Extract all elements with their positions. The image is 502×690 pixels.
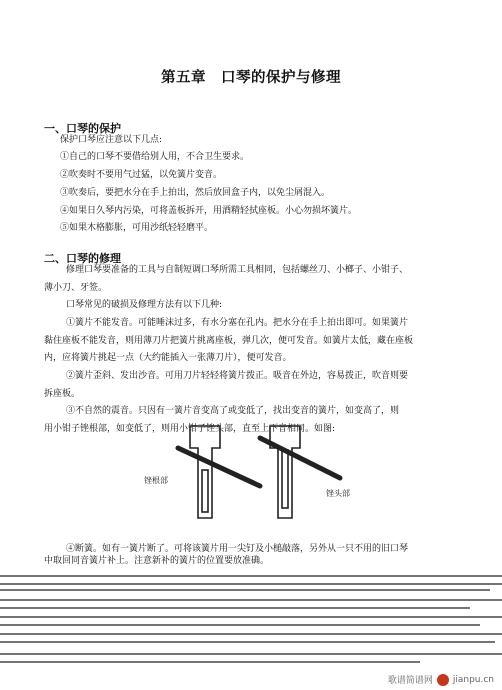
care-item-4: ④如果日久琴内污染，可将盖板拆开，用酒精轻拭座板。小心勿损坏簧片。 xyxy=(60,206,358,216)
repair-line-11: ④断簧。如有一簧片断了。可将该簧片用一尖钉及小槌敲落，另外从一只不用的旧口琴 xyxy=(66,544,409,554)
care-intro: 保护口琴应注意以下几点: xyxy=(60,135,163,145)
reed-filing-figure xyxy=(144,408,370,534)
figure-label-right: 锉头部 xyxy=(326,489,350,498)
file-tool-left xyxy=(178,448,260,486)
site-watermark xyxy=(388,673,494,686)
repair-line-5: 黏住座板不能发音，则用薄刀片把簧片挑离座板，弹几次，便可发音。如簧片太低，藏在座板 xyxy=(44,336,414,346)
care-item-5: ⑤如果木格膨胀，可用沙纸轻轻磨平。 xyxy=(60,223,214,233)
section-heading-repair: 二、口琴的修理 xyxy=(44,252,121,265)
repair-line-4: ①簧片不能发音。可能唾沫过多，有水分塞在孔内。把水分在手上拍出即可。如果簧片 xyxy=(66,318,409,328)
section-heading-care: 一、口琴的保护 xyxy=(44,122,121,135)
repair-line-8: 拆座板。 xyxy=(44,389,81,399)
repair-line-3: 口琴常见的破损及修理方法有以下几种: xyxy=(66,300,223,310)
repair-line-6: 内，应将簧片挑起一点（大约能插入一张薄刀片），便可发音。 xyxy=(44,353,292,363)
watermark-logo-icon xyxy=(437,674,449,686)
repair-line-1: 修理口琴要准备的工具与自制短调口琴所需工具相同，包括螺丝刀、小榔子、小钳子、 xyxy=(66,265,409,275)
figure-label-left: 锉根部 xyxy=(144,476,168,485)
repair-line-12: 中取回同音簧片补上。注意新补的簧片的位置要放准确。 xyxy=(44,556,270,566)
watermark-site-name: 歌谱简谱网 xyxy=(387,676,433,686)
scan-artifact-lines xyxy=(0,570,502,690)
repair-line-7: ②簧片歪斜、发出沙音。可用刀片轻轻将簧片拨正。吸音在外边，容易拨正，吹音则要 xyxy=(66,371,409,381)
reed-slot-right xyxy=(282,450,288,508)
repair-line-2: 薄小刀、牙签。 xyxy=(44,283,108,293)
chapter-title: 第五章 口琴的保护与修理 xyxy=(161,69,341,86)
care-item-1: ①自己的口琴不要借给别人用，不合卫生要求。 xyxy=(60,152,250,162)
reed-plate-left xyxy=(190,426,220,518)
care-item-3: ③吹奏后，要把水分在手上拍出，然后放回盒子内，以免尘屑混入。 xyxy=(60,188,331,198)
reed-plate-right xyxy=(270,426,300,518)
watermark-domain: jianpu.cn xyxy=(452,674,494,685)
reed-slot-left xyxy=(202,470,208,512)
repair-line-10: 用小钳子锉根部，如变低了，则用小钳子锉头部，直至上下音相同。如图: xyxy=(44,424,336,434)
repair-line-9: ③不自然的震音。只因有一簧片音变高了或变低了，找出变音的簧片，如变高了，则 xyxy=(66,406,400,416)
care-item-2: ②吹奏时不要用气过猛，以免簧片变音。 xyxy=(60,170,223,180)
